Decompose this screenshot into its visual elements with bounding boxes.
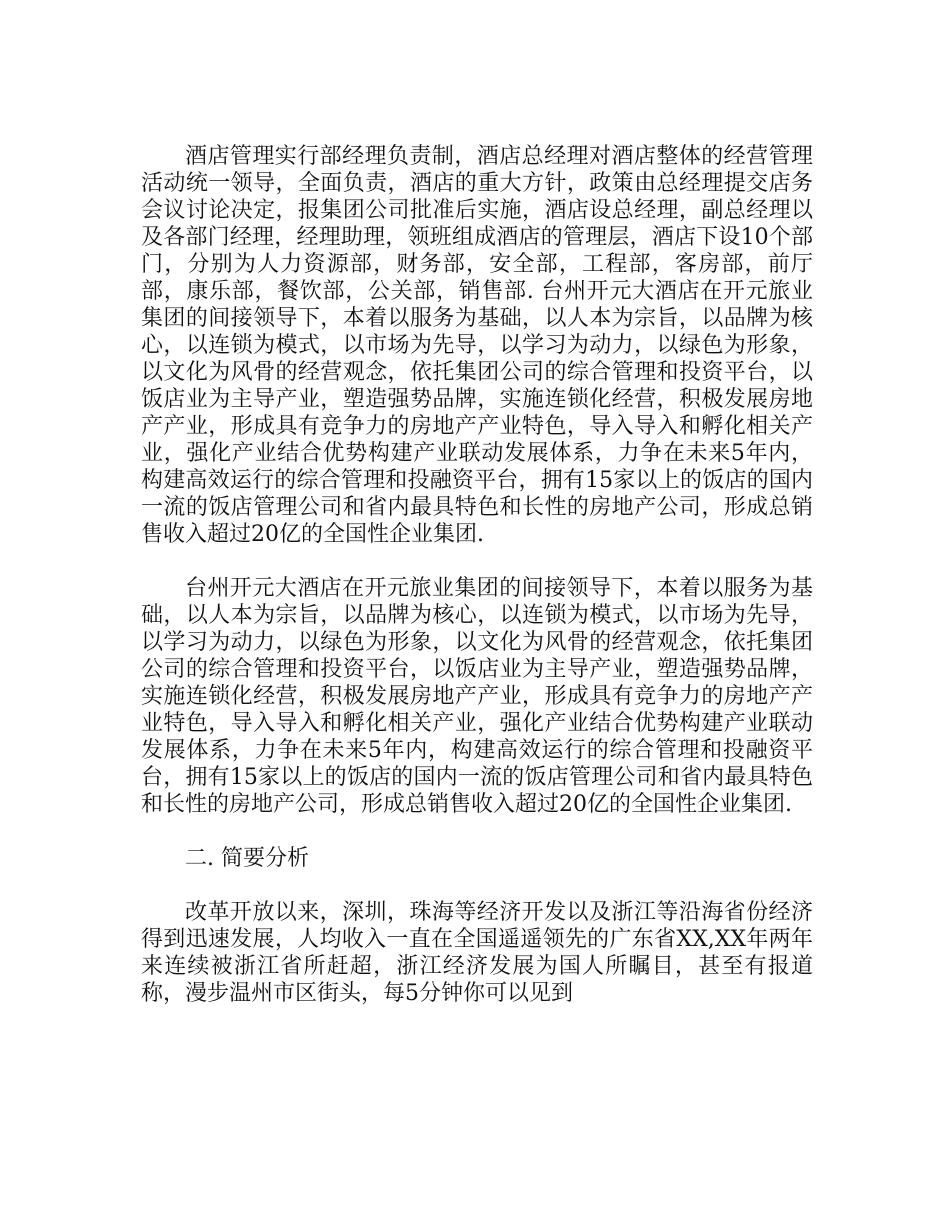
paragraph-group-leadership: 台州开元大酒店在开元旅业集团的间接领导下，本着以服务为基础，以人本为宗旨，以品牌为核心，以连锁为模式，以市场为先导，以学习为动力，以绿色为形象，以文化为风骨的经营观念，依托集团公司的综合管理和投资平台，以饭店业为主导产业，塑造强势品牌，实施连锁化经营，积极发展房地产产业，形成具有竞争力的房地产产业特色，导入导入和孵化相关产业，强化产业结合优势构建产业联动发展体系，力争在未来5年内，构建高效运行的综合管理和投融资平台，拥有15家以上的饭店的国内一流的饭店管理公司和省内最具特色和长性的房地产公司，形成总销售收入超过20亿的全国性企业集团. (141, 576, 813, 817)
section-heading: 二. 简要分析 (185, 846, 309, 871)
paragraph-management-structure: 酒店管理实行部经理负责制，酒店总经理对酒店整体的经营管理活动统一领导，全面负责，酒店的重大方针，政策由总经理提交店务会议讨论决定，报集团公司批准后实施，酒店设总经理，副总经理以及各部门经理，经理助理，领班组成酒店的管理层，酒店下设10个部门，分别为人力资源部，财务部，安全部，工程部，客房部，前厅部，康乐部，餐饮部，公关部，销售部. 台州开元大酒店在开元旅业集团的间接领导下，本着以服务为基础，以人本为宗旨，以品牌为核心，以连锁为模式，以市场为先导，以学习为动力，以绿色为形象，以文化为风骨的经营观念，依托集团公司的综合管理和投资平台，以饭店业为主导产业，塑造强势品牌，实施连锁化经营，积极发展房地产产业，形成具有竞争力的房地产产业特色，导入导入和孵化相关产业，强化产业结合优势构建产业联动发展体系，力争在未来5年内，构建高效运行的综合管理和投融资平台，拥有15家以上的饭店的国内一流的饭店管理公司和省内最具特色和长性的房地产公司，形成总销售收入超过20亿的全国性企业集团. (141, 144, 813, 547)
paragraph-brief-analysis: 改革开放以来，深圳，珠海等经济开发以及浙江等沿海省份经济得到迅速发展，人均收入一直在全国遥遥领先的广东省XX,XX年两年来连续被浙江省所赶超，浙江经济发展为国人所瞩目，甚至有报道称，漫步温州市区街头，每5分钟你可以见到 (141, 900, 813, 1006)
document-page (141, 143, 813, 1007)
